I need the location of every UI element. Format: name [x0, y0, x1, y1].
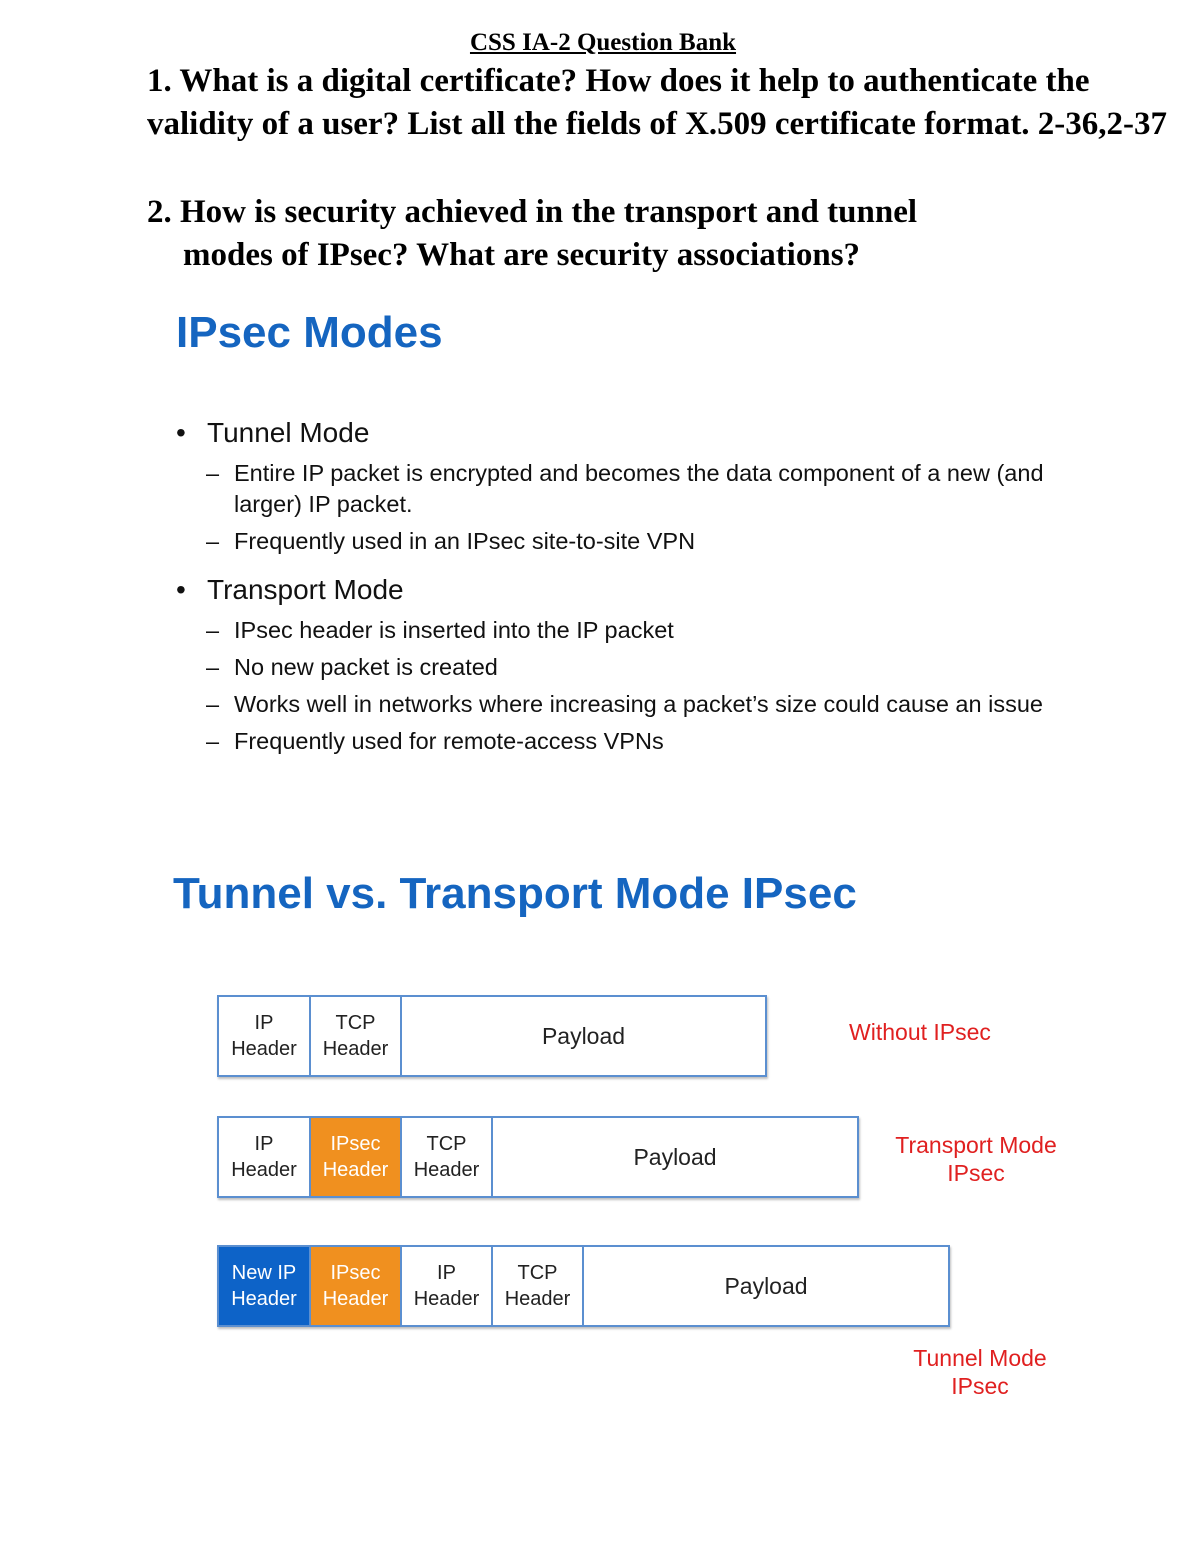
tcp-header-cell: TCP Header: [493, 1247, 584, 1325]
payload-cell: Payload: [633, 1144, 717, 1170]
tcp-header-cell: TCP Header: [402, 1118, 493, 1196]
ip-header-cell: IP Header: [402, 1247, 493, 1325]
new-ip-header-cell: New IP Header: [219, 1247, 311, 1325]
ip-header-cell: IP Header: [219, 1118, 311, 1196]
sub-bullet-text: IPsec header is inserted into the IP packet: [234, 617, 674, 643]
sub-bullet-text: Frequently used in an IPsec site-to-site VPN: [234, 528, 696, 554]
sub-bullet: [176, 615, 1076, 646]
bullet-icon: •: [176, 417, 186, 448]
sub-bullet: [176, 526, 1076, 557]
sub-bullet: [176, 726, 1076, 757]
question-1: 1. What is a digital certificate? How does it help to authenticate the validity of a user? List all the fields of X.509 certificate format. 2-36,2-37: [147, 63, 1168, 142]
document-title: CSS IA-2 Question Bank: [469, 29, 737, 56]
dash-icon: –: [206, 691, 220, 717]
ipsec-header-cell: IPsec Header: [311, 1247, 402, 1325]
question-2-line-1: 2. How is security achieved in the transport and tunnel: [147, 194, 918, 230]
dash-icon: –: [206, 617, 220, 643]
bullet-transport-mode: [176, 571, 1076, 757]
dash-icon: –: [206, 654, 220, 680]
ip-header-cell: IP Header: [219, 997, 311, 1075]
label-without-ipsec: Without IPsec: [849, 1019, 991, 1045]
bullet-icon: •: [176, 574, 186, 605]
label-transport-mode-ipsec: Transport Mode IPsec: [895, 1132, 1057, 1186]
payload-cell: Payload: [724, 1273, 808, 1299]
sub-bullet-text: Entire IP packet is encrypted and becomes the data component of a new (and larger) IP packet.: [234, 460, 1044, 517]
packet-transport-mode: [217, 1116, 859, 1198]
ipsec-header-cell: IPsec Header: [311, 1118, 402, 1196]
slide-title-ipsec-modes: IPsec Modes: [176, 308, 443, 357]
dash-icon: –: [206, 460, 220, 486]
question-2: [147, 191, 1187, 277]
sub-bullet: [176, 689, 1076, 720]
bullet-heading: Transport Mode: [207, 574, 404, 605]
sub-bullet: [176, 652, 1076, 683]
bullet-heading: Tunnel Mode: [207, 417, 370, 448]
sub-bullet-text: No new packet is created: [234, 654, 498, 680]
sub-bullet-text: Frequently used for remote-access VPNs: [234, 728, 664, 754]
bullet-tunnel-mode: [176, 414, 1076, 557]
sub-bullet-text: Works well in networks where increasing a packet’s size could cause an issue: [234, 691, 1043, 717]
payload-cell: Payload: [541, 1023, 626, 1049]
tcp-header-cell: TCP Header: [311, 997, 402, 1075]
sub-bullet: [176, 458, 1076, 520]
question-2-line-2: modes of IPsec? What are security associations?: [183, 237, 861, 273]
ipsec-modes-bullets: [176, 410, 1076, 757]
dash-icon: –: [206, 728, 220, 754]
packet-tunnel-mode: [217, 1245, 950, 1327]
dash-icon: –: [206, 528, 220, 554]
slide-title-tunnel-vs-transport: Tunnel vs. Transport Mode IPsec: [173, 869, 857, 918]
packet-without-ipsec: [217, 995, 767, 1077]
label-tunnel-mode-ipsec: Tunnel Mode IPsec: [913, 1345, 1047, 1399]
